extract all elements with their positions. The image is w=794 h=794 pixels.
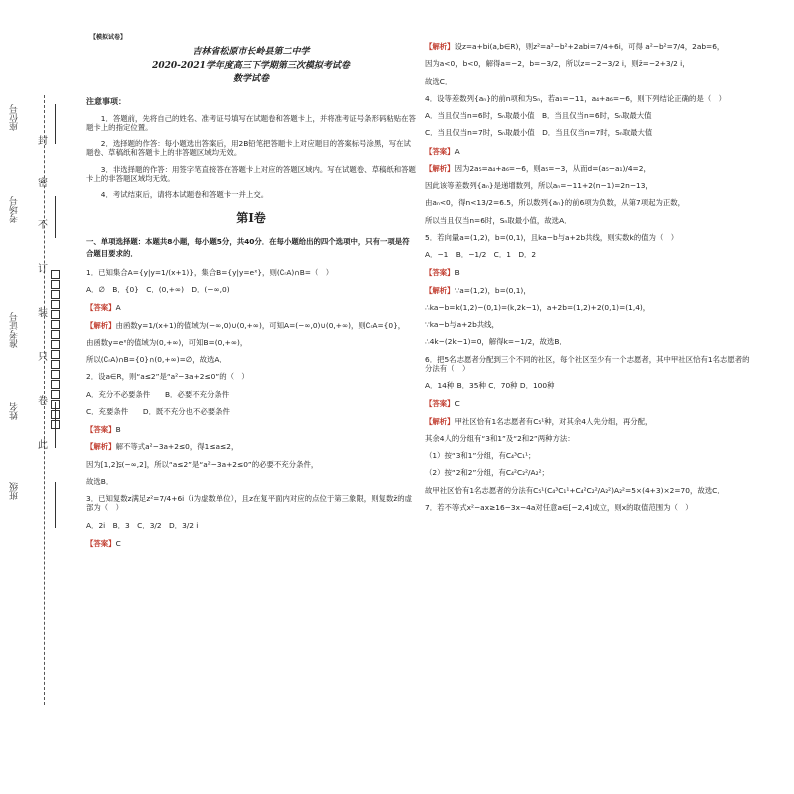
answer-value: B [115, 425, 121, 435]
admission-number-label: 准考证号 [10, 312, 20, 348]
answer-value: A [115, 303, 121, 313]
answer-tag: 【答案】 [86, 538, 116, 548]
answer [86, 425, 416, 434]
analysis [425, 417, 755, 426]
solution-line: 因为a<0，b<0，解得a=−2，b=−3/2，所以z=−2−3/2 i，则z̄=−2+3/2 i， [425, 59, 690, 69]
analysis-text: 设z=a+bi(a,b∈R)，则z²=a²−b²+2abi=7/4+6i，可得 a²−b²=7/4，2ab=6， [454, 42, 725, 51]
seal-char: 密 [38, 178, 48, 189]
solution-line: ∴4k−(2k−1)=0，解得k=−1/2，故选B． [425, 337, 567, 347]
left-column [86, 34, 416, 548]
seal-char: 封 [38, 136, 48, 147]
seat-number-blank[interactable] [55, 104, 56, 144]
analysis [425, 286, 755, 295]
question-options: A．充分不必要条件 B．必要不充分条件 [86, 389, 230, 399]
question-options: A．当且仅当n=6时，Sₙ取最小值 B．当且仅当n=6时，Sₙ取最大值 [425, 111, 652, 120]
exam-room-blank[interactable] [55, 196, 56, 238]
analysis-text: 甲社区恰有1名志愿者有C₅¹种，对其余4人先分组，再分配， [454, 416, 653, 426]
answer-tag: 【答案】 [425, 399, 455, 409]
analysis-tag: 【解析】 [425, 416, 455, 426]
solution-line: 故选B． [86, 476, 114, 486]
answer [425, 399, 755, 408]
left-question-list [86, 268, 416, 548]
exam-room-label: 考场号 [10, 196, 20, 223]
answer-value: A [454, 146, 460, 156]
answer-value: C [115, 538, 121, 548]
section-heading: 一、单项选择题：本题共8小题，每小题5分，共40分．在每小题给出的四个选项中，只有一项是符合题目要求的． [86, 237, 410, 259]
seal-char: 只 [38, 352, 48, 363]
notice-item: 4．考试结束后，请将本试题卷和答题卡一并上交。 [100, 190, 269, 199]
solution-line: 所以当且仅当n=6时，Sₙ取最小值，故选A． [425, 215, 572, 225]
right-column [425, 34, 755, 512]
question-stem: 6．把5名志愿者分配到三个不同的社区，每个社区至少有一个志愿者，其中甲社区恰有1名志愿者的分法有（ ） [425, 354, 750, 373]
answer-tag: 【答案】 [425, 268, 455, 278]
analysis [425, 42, 755, 51]
question-stem: 2．设a∈R，则“a≤2”是“a²−3a+2≤0”的（ ） [86, 372, 249, 382]
question-stem: 4．设等差数列{aₙ}的前n项和为Sₙ，若a₁=−11，a₄+a₆=−6，则下列结论正确的是（ ） [425, 93, 726, 103]
volume-title: 第Ⅰ卷 [236, 211, 266, 226]
analysis-text: 解不等式a²−3a+2≤0，得1≤a≤2， [115, 442, 239, 452]
class-blank[interactable] [55, 482, 56, 528]
solution-line: 所以(∁ᵣA)∩B={0}∩(0,+∞)=∅，故选A． [86, 355, 227, 365]
answer-tag: 【答案】 [86, 303, 116, 313]
analysis-text: 由函数y=1/(x+1)的值域为(−∞,0)∪(0,+∞)，可知A=(−∞,0)∪(0,+∞)，则∁ᵣA={0}， [115, 320, 406, 330]
solution-line: 故甲社区恰有1名志愿者的分法有C₅¹(C₄³C₁¹+C₄²C₂²/A₂²)A₂²=5×(4+3)×2=70，故选C． [425, 485, 725, 495]
analysis [425, 164, 755, 173]
notice-heading: 注意事项： [86, 96, 126, 106]
answer [86, 303, 416, 312]
solution-line: （2）按“2和2”分组，有C₄²C₂²/A₂²； [425, 468, 549, 478]
question-options: A．∅ B．{0} C．(0,+∞) D．(−∞,0) [86, 285, 230, 295]
solution-line: （1）按“3和1”分组，有C₄³C₁¹； [425, 451, 536, 460]
question-options: A．2i B．3 C．3/2 D．3/2 i [86, 520, 199, 530]
analysis-text: 因为2a₅=a₄+a₆=−6，则a₅=−3，从而d=(a₅−a₁)/4=2， [454, 163, 651, 173]
solution-line: 由函数y=eˣ的值域为(0,+∞)，可知B=(0,+∞)， [86, 337, 248, 347]
analysis-tag: 【解析】 [425, 42, 455, 51]
school-title: 吉林省松原市长岭县第二中学 [192, 47, 310, 57]
answer [425, 147, 755, 156]
solution-line: 因为[1,2]⫋(−∞,2]，所以“a≤2”是“a²−3a+2≤0”的必要不充分条件， [86, 459, 319, 469]
solution-line: ∵ka−b与a+2b共线， [425, 320, 499, 329]
question-stem: 3．已知复数z满足z²=7/4+6i（i为虚数单位），且z在复平面内对应的点位于第三象限，则复数z̄的虚部为（ ） [86, 494, 413, 513]
term-title: 2020-2021学年度高三下学期第三次模拟考试卷 [152, 60, 350, 71]
notice-item: 3．非选择题的作答：用签字笔直接答在答题卡上对应的答题区域内。写在试题卷、草稿纸和答题卡上的非答题区域均无效。 [86, 164, 416, 183]
notice-item: 2．选择题的作答：每小题选出答案后，用2B铅笔把答题卡上对应题目的答案标号涂黑，写在试题卷、草稿纸和答题卡上的非答题区域均无效。 [86, 139, 411, 158]
analysis [86, 442, 416, 451]
question-options: A．−1 B．−1/2 C．1 D．2 [425, 250, 537, 259]
notice-item: 1．答题前，先将自己的姓名、准考证号填写在试题卷和答题卡上，并将准考证号条形码粘贴在答题卡上的指定位置。 [86, 113, 416, 132]
class-label: 班级 [10, 482, 20, 500]
name-blank[interactable] [55, 402, 56, 448]
seal-char: 订 [38, 264, 48, 275]
solution-line: 其余4人的分组有“3和1”及“2和2”两种方法： [425, 433, 575, 443]
sample-tag: 【模拟试卷】 [90, 34, 127, 41]
question-options: C．充要条件 D．既不充分也不必要条件 [86, 406, 230, 416]
analysis-tag: 【解析】 [86, 442, 116, 452]
seal-char: 此 [38, 440, 48, 451]
analysis-tag: 【解析】 [86, 320, 116, 330]
answer [86, 539, 416, 548]
question-options: C．当且仅当n=7时，Sₙ取最小值 D．当且仅当n=7时，Sₙ取最大值 [425, 128, 653, 138]
seat-number-label: 座位号 [10, 104, 20, 131]
answer-value: B [454, 268, 460, 278]
solution-line: 因此该等差数列{aₙ}是递增数列，所以aₙ=−11+2(n−1)=2n−13， [425, 181, 653, 190]
answer [425, 268, 755, 277]
subject-title: 数学试卷 [232, 74, 269, 84]
analysis-text: ∵a=(1,2)，b=(0,1)， [454, 285, 531, 295]
answer-tag: 【答案】 [86, 425, 116, 435]
seal-char: 卷 [38, 396, 48, 407]
name-label: 姓名 [10, 402, 20, 420]
right-question-list [425, 42, 755, 512]
question-stem: 1．已知集合A={y|y=1/(x+1)}，集合B={y|y=eˣ}，则(∁ᵣA)∩B=（ ） [86, 267, 334, 277]
solution-line: 由aₙ<0，得n<13/2=6.5，所以数列{aₙ}的前6项为负数，从第7项起为正数， [425, 198, 686, 208]
answer-tag: 【答案】 [425, 146, 455, 156]
question-stem: 5．若向量a=(1,2)，b=(0,1)，且ka−b与a+2b共线，则实数k的值为（ ） [425, 232, 679, 242]
seal-char: 装 [38, 308, 48, 319]
analysis [86, 321, 416, 330]
seal-char: 不 [38, 220, 48, 231]
analysis-tag: 【解析】 [425, 285, 455, 295]
question-stem: 7．若不等式x²−ax≥16−3x−4a对任意a∈[−2,4]成立，则x的取值范围为（ ） [425, 502, 693, 512]
question-options: A．14种 B．35种 C．70种 D．100种 [425, 381, 555, 390]
analysis-tag: 【解析】 [425, 163, 455, 173]
solution-line: 故选C． [425, 76, 453, 86]
solution-line: ∴ka−b=k(1,2)−(0,1)=(k,2k−1)，a+2b=(1,2)+2(0,1)=(1,4)， [425, 302, 651, 312]
answer-value: C [454, 399, 460, 409]
